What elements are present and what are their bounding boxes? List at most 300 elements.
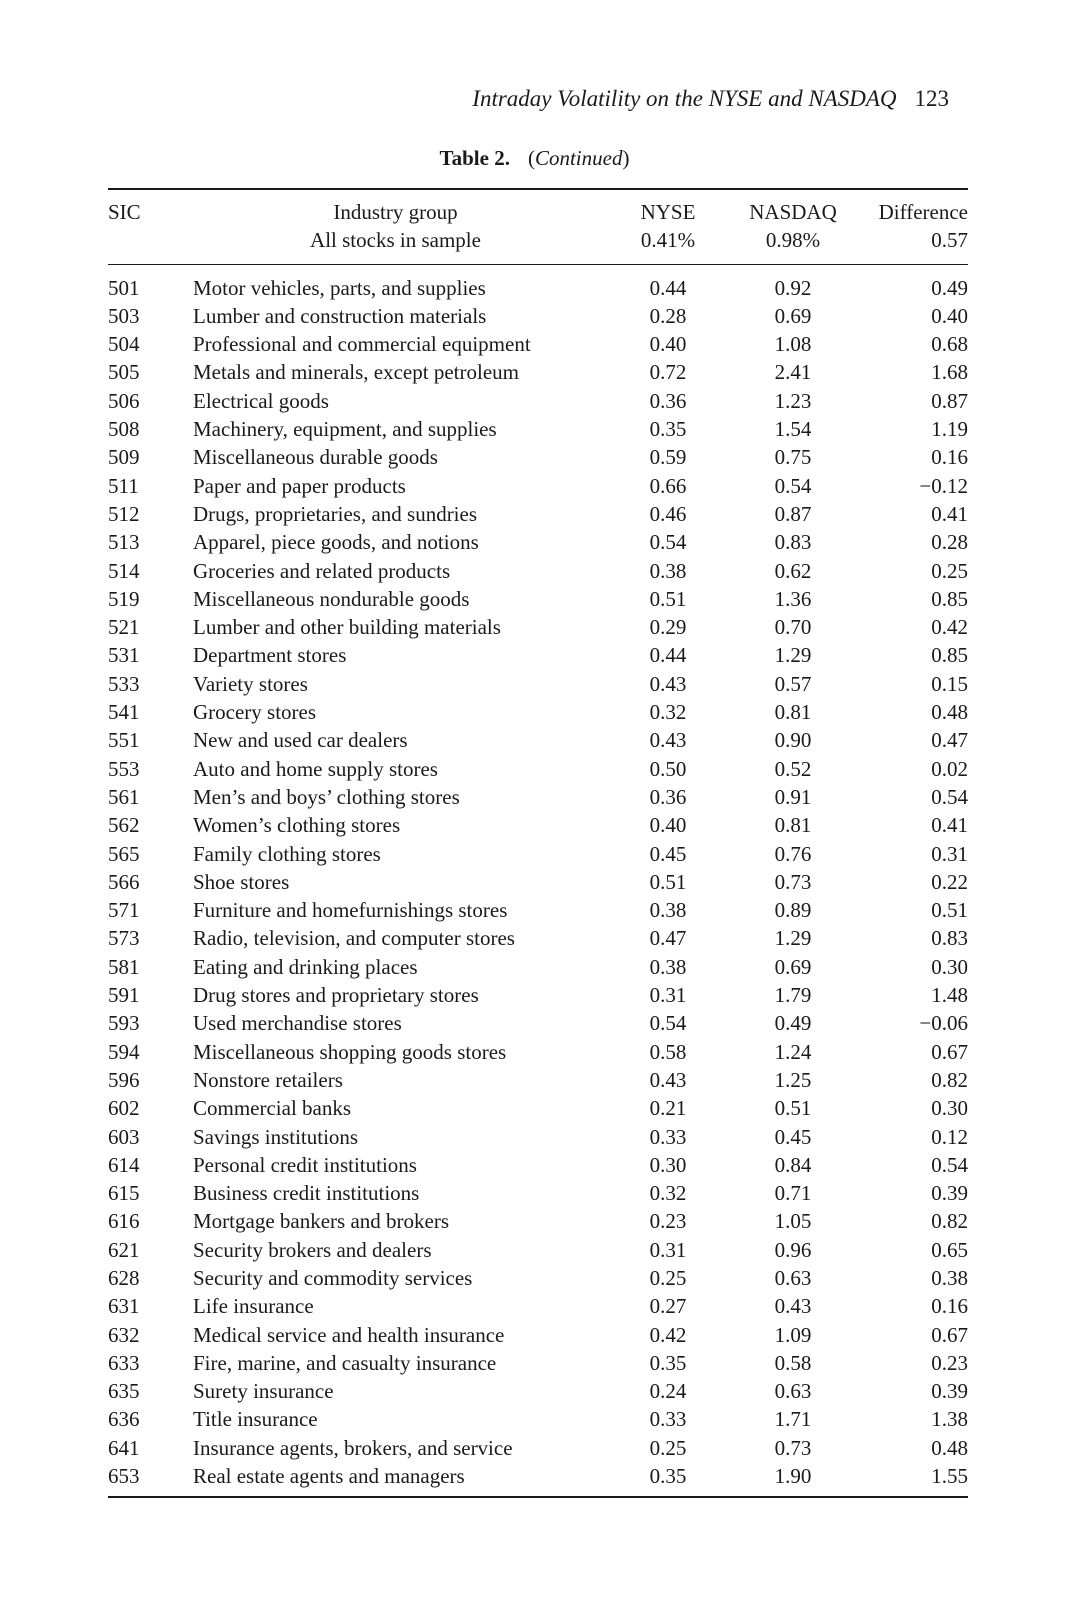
table-row: [108, 726, 968, 754]
sic-cell: 531: [108, 643, 140, 668]
table-row: [108, 755, 968, 783]
nyse-cell: 0.50: [649, 756, 687, 781]
table-row: [108, 1321, 968, 1349]
difference-cell: [868, 585, 968, 613]
table-row: [108, 641, 968, 669]
nasdaq-cell: 0.54: [774, 473, 812, 498]
sic-cell: 633: [108, 1350, 140, 1375]
industry-group-cell: Women’s clothing stores: [193, 813, 401, 838]
industry-group-cell: Personal credit institutions: [193, 1152, 417, 1177]
caption-note-text: Continued: [534, 146, 623, 170]
nyse-cell: 0.21: [649, 1096, 687, 1121]
sic-cell: 505: [108, 360, 140, 385]
sic-cell: 561: [108, 784, 140, 809]
nasdaq-cell: 0.49: [774, 1011, 812, 1036]
industry-group-cell: Life insurance: [193, 1294, 314, 1319]
difference-value: 0.16: [931, 1294, 968, 1319]
industry-group-cell: Metals and minerals, except petroleum: [193, 360, 519, 385]
difference-value: 0.47: [931, 728, 968, 753]
difference-cell: [868, 302, 968, 330]
sic-cell: 508: [108, 417, 140, 442]
difference-value: 0.30: [931, 954, 968, 979]
industry-group-cell: Auto and home supply stores: [193, 756, 438, 781]
nyse-cell: 0.36: [649, 388, 687, 413]
nasdaq-cell: 0.57: [774, 671, 812, 696]
difference-cell: [868, 981, 968, 1009]
industry-group-cell: Lumber and construction materials: [193, 303, 487, 328]
sic-cell: 514: [108, 558, 140, 583]
nyse-cell: 0.54: [649, 1011, 687, 1036]
industry-group-cell: Motor vehicles, parts, and supplies: [193, 275, 486, 300]
nyse-cell: 0.58: [649, 1039, 687, 1064]
nasdaq-cell: 1.29: [774, 643, 812, 668]
industry-group-cell: Men’s and boys’ clothing stores: [193, 784, 460, 809]
table-row: [108, 500, 968, 528]
caption-paren-open: (: [527, 146, 535, 170]
summary-nyse: 0.41%: [640, 228, 696, 253]
difference-value: 0.41: [931, 501, 968, 526]
industry-group-cell: Insurance agents, brokers, and service: [193, 1435, 513, 1460]
column-header-row: [108, 198, 968, 226]
difference-cell: [868, 1038, 968, 1066]
sic-cell: 635: [108, 1379, 140, 1404]
difference-cell: [868, 528, 968, 556]
sic-cell: 603: [108, 1124, 140, 1149]
difference-value: 1.38: [931, 1407, 968, 1432]
table-row: [108, 811, 968, 839]
summary-row: [108, 226, 968, 254]
difference-cell: [868, 953, 968, 981]
industry-group-cell: Business credit institutions: [193, 1181, 420, 1206]
table-row: [108, 670, 968, 698]
nyse-cell: 0.28: [649, 303, 687, 328]
difference-cell: [868, 1123, 968, 1151]
sic-cell: 631: [108, 1294, 140, 1319]
difference-value: 0.87: [931, 388, 968, 413]
difference-value: 0.41: [931, 813, 968, 838]
table-body: [108, 265, 968, 1497]
difference-value: 0.42: [931, 615, 968, 640]
difference-value: 0.67: [931, 1039, 968, 1064]
sic-cell: 533: [108, 671, 140, 696]
difference-value: 1.19: [931, 417, 968, 442]
table-row: [108, 443, 968, 471]
summary-group: All stocks in sample: [310, 228, 481, 253]
difference-cell: [868, 1264, 968, 1292]
difference-value: 1.55: [931, 1464, 968, 1489]
nasdaq-cell: 1.54: [774, 417, 812, 442]
nyse-cell: 0.27: [649, 1294, 687, 1319]
nasdaq-cell: 0.51: [774, 1096, 812, 1121]
nasdaq-cell: 0.45: [774, 1124, 812, 1149]
sic-cell: 553: [108, 756, 140, 781]
difference-value: 0.02: [931, 756, 968, 781]
nasdaq-cell: 0.58: [774, 1350, 812, 1375]
difference-cell: [868, 1094, 968, 1122]
table-row: [108, 557, 968, 585]
sic-cell: 581: [108, 954, 140, 979]
industry-group-cell: Variety stores: [193, 671, 308, 696]
difference-value: 0.82: [931, 1067, 968, 1092]
table-row: [108, 698, 968, 726]
nyse-cell: 0.31: [649, 1237, 687, 1262]
nasdaq-cell: 0.84: [774, 1152, 812, 1177]
difference-value: 0.12: [931, 1124, 968, 1149]
nasdaq-cell: 0.87: [774, 501, 812, 526]
col-header-sic: SIC: [108, 200, 141, 224]
table-row: [108, 1264, 968, 1292]
industry-group-cell: Electrical goods: [193, 388, 329, 413]
nasdaq-cell: 0.52: [774, 756, 812, 781]
difference-cell: [868, 330, 968, 358]
nyse-cell: 0.72: [649, 360, 687, 385]
sic-cell: 565: [108, 841, 140, 866]
industry-group-cell: Mortgage bankers and brokers: [193, 1209, 449, 1234]
difference-value: 0.31: [931, 841, 968, 866]
industry-group-cell: Surety insurance: [193, 1379, 334, 1404]
sic-cell: 566: [108, 869, 140, 894]
nasdaq-cell: 0.96: [774, 1237, 812, 1262]
difference-value: 0.40: [931, 303, 968, 328]
difference-cell: [868, 840, 968, 868]
sic-cell: 571: [108, 898, 140, 923]
nasdaq-cell: 2.41: [774, 360, 812, 385]
sic-cell: 503: [108, 303, 140, 328]
table-row: [108, 1094, 968, 1122]
nasdaq-cell: 1.05: [774, 1209, 812, 1234]
table-row: [108, 274, 968, 302]
difference-cell: [868, 811, 968, 839]
nyse-cell: 0.43: [649, 1067, 687, 1092]
table-row: [108, 1349, 968, 1377]
sic-cell: 509: [108, 445, 140, 470]
difference-cell: [868, 1349, 968, 1377]
table-continued-note: [528, 146, 630, 170]
table-row: [108, 1207, 968, 1235]
nyse-cell: 0.29: [649, 615, 687, 640]
industry-group-cell: Shoe stores: [193, 869, 290, 894]
sic-cell: 628: [108, 1265, 140, 1290]
nyse-cell: 0.30: [649, 1152, 687, 1177]
nyse-cell: 0.35: [649, 1464, 687, 1489]
sic-cell: 513: [108, 530, 140, 555]
nyse-cell: 0.23: [649, 1209, 687, 1234]
difference-value: 0.83: [931, 926, 968, 951]
nyse-cell: 0.45: [649, 841, 687, 866]
table-row: [108, 896, 968, 924]
difference-value: 0.85: [931, 643, 968, 668]
industry-group-cell: Savings institutions: [193, 1124, 359, 1149]
sic-cell: 615: [108, 1181, 140, 1206]
table-row: [108, 415, 968, 443]
nasdaq-cell: 1.90: [774, 1464, 812, 1489]
nyse-cell: 0.40: [649, 332, 687, 357]
difference-cell: [868, 1292, 968, 1320]
table-row: [108, 1151, 968, 1179]
table-row: [108, 302, 968, 330]
col-header-nasdaq: NASDAQ: [749, 200, 837, 224]
nyse-cell: 0.32: [649, 1181, 687, 1206]
difference-value: 0.30: [931, 1096, 968, 1121]
nasdaq-cell: 1.08: [774, 332, 812, 357]
nyse-cell: 0.42: [649, 1322, 687, 1347]
difference-cell: [868, 557, 968, 585]
difference-cell: [868, 1434, 968, 1462]
sic-cell: 512: [108, 501, 140, 526]
nasdaq-cell: 0.71: [774, 1181, 812, 1206]
table-row: [108, 1434, 968, 1462]
difference-value: 0.38: [931, 1265, 968, 1290]
bottom-rule: [108, 1496, 968, 1498]
difference-cell: [868, 924, 968, 952]
nyse-cell: 0.38: [649, 954, 687, 979]
industry-group-cell: Machinery, equipment, and supplies: [193, 417, 497, 442]
page-number: 123: [914, 86, 949, 111]
table-row: [108, 585, 968, 613]
nasdaq-cell: 0.70: [774, 615, 812, 640]
difference-cell: [868, 387, 968, 415]
nyse-cell: 0.35: [649, 1350, 687, 1375]
difference-cell: [868, 1066, 968, 1094]
nyse-cell: 0.40: [649, 813, 687, 838]
nyse-cell: 0.66: [649, 473, 687, 498]
table-row: [108, 868, 968, 896]
difference-value: 1.68: [931, 360, 968, 385]
nyse-cell: 0.31: [649, 983, 687, 1008]
difference-value: 0.85: [931, 586, 968, 611]
sic-cell: 596: [108, 1067, 140, 1092]
table-row: [108, 1179, 968, 1207]
difference-cell: [868, 1462, 968, 1490]
difference-cell: [868, 896, 968, 924]
difference-value: 0.28: [931, 530, 968, 555]
difference-cell: [868, 868, 968, 896]
sic-cell: 653: [108, 1464, 140, 1489]
table-row: [108, 1123, 968, 1151]
nasdaq-cell: 0.69: [774, 954, 812, 979]
nyse-cell: 0.54: [649, 530, 687, 555]
nasdaq-cell: 0.75: [774, 445, 812, 470]
difference-value: 0.67: [931, 1322, 968, 1347]
nyse-cell: 0.32: [649, 700, 687, 725]
table-row: [108, 472, 968, 500]
difference-cell: [868, 443, 968, 471]
difference-cell: [868, 472, 968, 500]
nasdaq-cell: 0.81: [774, 813, 812, 838]
caption-paren-close: ): [622, 146, 630, 170]
nyse-cell: 0.44: [649, 643, 687, 668]
table-row: [108, 528, 968, 556]
nyse-cell: 0.51: [649, 586, 687, 611]
nasdaq-cell: 1.25: [774, 1067, 812, 1092]
difference-cell: [868, 755, 968, 783]
table-row: [108, 613, 968, 641]
difference-cell: [868, 1151, 968, 1179]
summary-sic: [108, 226, 193, 254]
difference-cell: [868, 500, 968, 528]
nasdaq-cell: 0.81: [774, 700, 812, 725]
nyse-cell: 0.46: [649, 501, 687, 526]
difference-value: 0.82: [931, 1209, 968, 1234]
nyse-cell: 0.25: [649, 1265, 687, 1290]
nyse-cell: 0.33: [649, 1124, 687, 1149]
table-header: [108, 190, 968, 264]
industry-group-cell: Fire, marine, and casualty insurance: [193, 1350, 497, 1375]
difference-value: 0.39: [931, 1181, 968, 1206]
nasdaq-cell: 1.09: [774, 1322, 812, 1347]
nasdaq-cell: 0.73: [774, 1435, 812, 1460]
difference-cell: [868, 1405, 968, 1433]
nyse-cell: 0.59: [649, 445, 687, 470]
difference-cell: [868, 1236, 968, 1264]
industry-group-cell: Title insurance: [193, 1407, 318, 1432]
nasdaq-cell: 1.29: [774, 926, 812, 951]
nyse-cell: 0.44: [649, 275, 687, 300]
industry-group-cell: Security and commodity services: [193, 1265, 473, 1290]
table-row: [108, 840, 968, 868]
nasdaq-cell: 0.43: [774, 1294, 812, 1319]
industry-group-cell: Furniture and homefurnishings stores: [193, 898, 508, 923]
nasdaq-cell: 0.69: [774, 303, 812, 328]
difference-value: 1.48: [931, 983, 968, 1008]
table-row: [108, 1009, 968, 1037]
table-row: [108, 358, 968, 386]
nasdaq-cell: 0.73: [774, 869, 812, 894]
sic-cell: 511: [108, 473, 139, 498]
nyse-cell: 0.38: [649, 898, 687, 923]
nyse-cell: 0.33: [649, 1407, 687, 1432]
difference-value: 0.54: [931, 784, 968, 809]
nasdaq-cell: 1.79: [774, 983, 812, 1008]
difference-cell: [868, 783, 968, 811]
industry-group-cell: Groceries and related products: [193, 558, 451, 583]
table-label: Table 2.: [439, 146, 510, 170]
industry-group-cell: Real estate agents and managers: [193, 1464, 465, 1489]
sic-cell: 641: [108, 1435, 140, 1460]
difference-cell: [868, 726, 968, 754]
table-row: [108, 1038, 968, 1066]
nyse-cell: 0.43: [649, 728, 687, 753]
nyse-cell: 0.51: [649, 869, 687, 894]
table-row: [108, 1066, 968, 1094]
nasdaq-cell: 1.23: [774, 388, 812, 413]
nyse-cell: 0.25: [649, 1435, 687, 1460]
difference-value: 0.25: [931, 558, 968, 583]
difference-cell: [868, 1207, 968, 1235]
difference-value: −0.06: [919, 1011, 968, 1036]
table-row: [108, 924, 968, 952]
table-row: [108, 783, 968, 811]
nasdaq-cell: 0.91: [774, 784, 812, 809]
summary-difference: 0.57: [931, 228, 968, 253]
industry-group-cell: Security brokers and dealers: [193, 1237, 432, 1262]
nasdaq-cell: 0.90: [774, 728, 812, 753]
industry-group-cell: Miscellaneous durable goods: [193, 445, 438, 470]
nyse-cell: 0.43: [649, 671, 687, 696]
industry-group-cell: Commercial banks: [193, 1096, 352, 1121]
table-row: [108, 1405, 968, 1433]
sic-cell: 614: [108, 1152, 140, 1177]
industry-group-cell: Radio, television, and computer stores: [193, 926, 515, 951]
difference-value: 0.48: [931, 700, 968, 725]
industry-group-cell: Grocery stores: [193, 700, 317, 725]
sic-cell: 636: [108, 1407, 140, 1432]
nasdaq-cell: 1.24: [774, 1039, 812, 1064]
sic-cell: 501: [108, 275, 140, 300]
sic-cell: 621: [108, 1237, 140, 1262]
industry-group-cell: Drugs, proprietaries, and sundries: [193, 501, 478, 526]
summary-nasdaq: 0.98%: [765, 228, 821, 253]
sic-cell: 591: [108, 983, 140, 1008]
table-row: [108, 1377, 968, 1405]
sic-cell: 519: [108, 586, 140, 611]
table-row: [108, 953, 968, 981]
difference-cell: [868, 358, 968, 386]
sic-cell: 506: [108, 388, 140, 413]
difference-value: 0.48: [931, 1435, 968, 1460]
sic-cell: 573: [108, 926, 140, 951]
industry-group-cell: New and used car dealers: [193, 728, 408, 753]
difference-cell: [868, 641, 968, 669]
difference-cell: [868, 415, 968, 443]
sic-cell: 616: [108, 1209, 140, 1234]
nasdaq-cell: 0.92: [774, 275, 812, 300]
nasdaq-cell: 1.71: [774, 1407, 812, 1432]
col-header-difference: Difference: [878, 200, 968, 224]
difference-cell: [868, 1009, 968, 1037]
industry-group-cell: Lumber and other building materials: [193, 615, 501, 640]
table-row: [108, 1292, 968, 1320]
difference-value: 0.22: [931, 869, 968, 894]
difference-value: 0.65: [931, 1237, 968, 1262]
industry-group-cell: Family clothing stores: [193, 841, 381, 866]
industry-group-cell: Eating and drinking places: [193, 954, 418, 979]
col-header-nyse: NYSE: [640, 200, 696, 224]
sic-cell: 593: [108, 1011, 140, 1036]
nyse-cell: 0.35: [649, 417, 687, 442]
data-table: [108, 188, 968, 1498]
nyse-cell: 0.47: [649, 926, 687, 951]
industry-group-cell: Miscellaneous shopping goods stores: [193, 1039, 507, 1064]
difference-cell: [868, 274, 968, 302]
difference-value: −0.12: [919, 473, 968, 498]
industry-group-cell: Department stores: [193, 643, 347, 668]
table-row: [108, 330, 968, 358]
industry-group-cell: Professional and commercial equipment: [193, 332, 531, 357]
col-header-group: Industry group: [333, 200, 458, 224]
industry-group-cell: Apparel, piece goods, and notions: [193, 530, 479, 555]
running-head: [472, 86, 949, 112]
table-row: [108, 981, 968, 1009]
difference-cell: [868, 698, 968, 726]
difference-value: 0.51: [931, 898, 968, 923]
difference-value: 0.39: [931, 1379, 968, 1404]
difference-value: 0.15: [931, 671, 968, 696]
sic-cell: 594: [108, 1039, 140, 1064]
difference-value: 0.16: [931, 445, 968, 470]
industry-group-cell: Nonstore retailers: [193, 1067, 343, 1092]
sic-cell: 504: [108, 332, 140, 357]
sic-cell: 521: [108, 615, 140, 640]
nyse-cell: 0.24: [649, 1379, 687, 1404]
difference-cell: [868, 1377, 968, 1405]
nasdaq-cell: 0.63: [774, 1265, 812, 1290]
sic-cell: 551: [108, 728, 140, 753]
sic-cell: 602: [108, 1096, 140, 1121]
industry-group-cell: Medical service and health insurance: [193, 1322, 505, 1347]
difference-cell: [868, 670, 968, 698]
industry-group-cell: Drug stores and proprietary stores: [193, 983, 479, 1008]
